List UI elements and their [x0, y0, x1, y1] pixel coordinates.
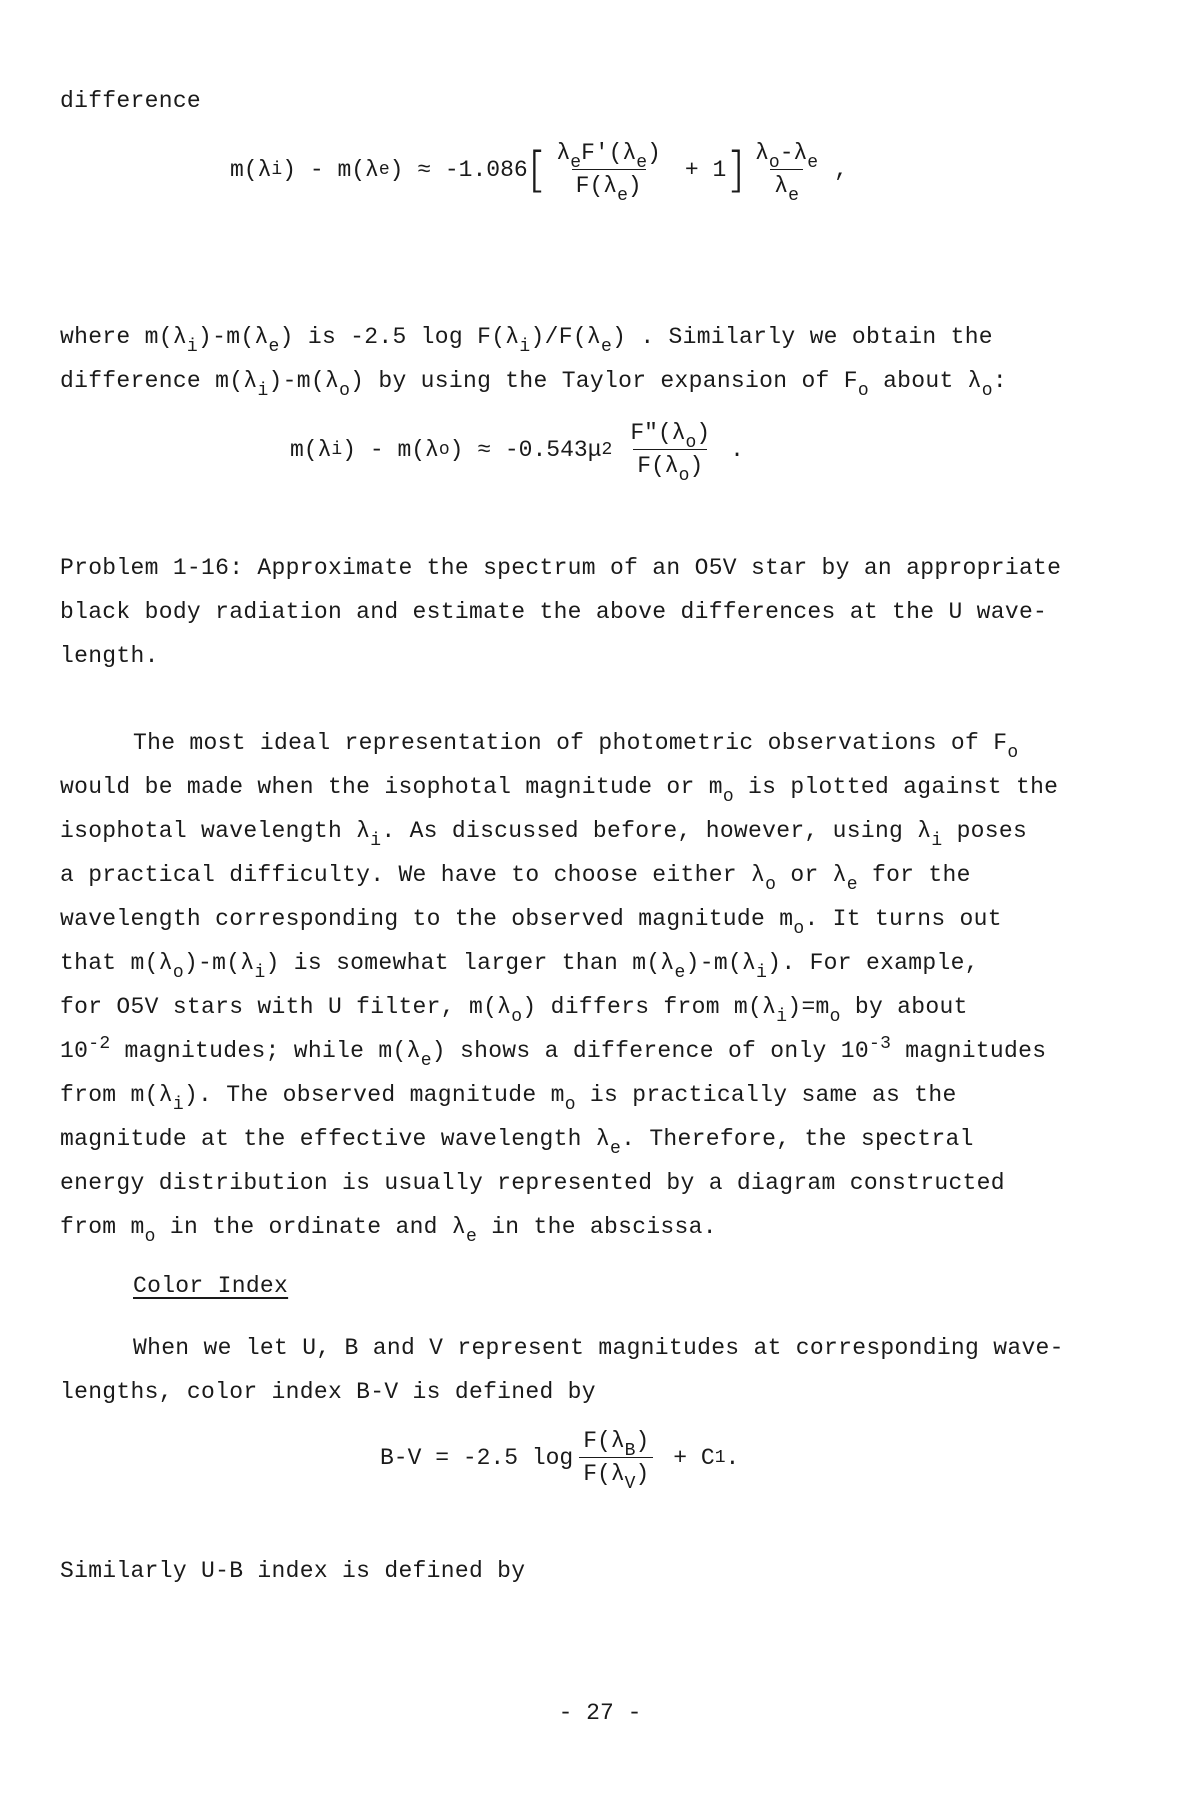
- text-line: from $m_o$ in the ordinate and $\lambda_e$ in the abscissa.: [60, 1214, 717, 1247]
- text-line: from $m(\lambda_i)$. The observed magnitude $m_o$ is practically same as the: [60, 1082, 957, 1115]
- text-line: a practical difficulty. We have to choose either $\lambda_o$ or $\lambda_e$ for the: [60, 862, 971, 895]
- equation-3: B-V = -2.5 log $\frac{F(\lambda_B)}{F(\lambda_V)}$ + C 1 .: [380, 1428, 740, 1494]
- fraction: $\frac{\lambda_o-\lambda_e}{\lambda_e}$: [755, 140, 819, 206]
- text-line: that $m(\lambda_o)-m(\lambda_i)$ is somewhat larger than $m(\lambda_e)-m(\lambda_i)$. For example,: [60, 950, 979, 983]
- text-line: wavelength corresponding to the observed magnitude $m_o$. It turns out: [60, 906, 1002, 939]
- text-line: $10^{-2}$ magnitudes; while $m(\lambda_e)$ shows a difference of only $10^{-3}$ magnitudes: [60, 1034, 1047, 1071]
- text-line: energy distribution is usually represented by a diagram constructed: [60, 1170, 1005, 1196]
- text-line: isophotal wavelength $\lambda_i$. As discussed before, however, using $\lambda_i$ poses: [60, 818, 1028, 851]
- text-line: difference $m(\lambda_i)-m(\lambda_o)$ by using the Taylor expansion of $F_o$ about $\lambda_o$:: [60, 368, 1008, 401]
- text-line: Similarly U-B index is defined by: [60, 1558, 526, 1584]
- equation-2: m(λ i ) - m(λ o ) ≈ -0.543μ 2 $\frac{F"(\lambda_o)}{F(\lambda_o)}$ .: [290, 420, 744, 486]
- fraction: $\frac{\lambda_eF'(\lambda_e)}{F(\lambda_e)}$: [556, 140, 661, 206]
- text-line: where $m(\lambda_i)-m(\lambda_e)$ is -2.5 $\log F(\lambda_i)/F(\lambda_e)$ . Similarly we obtain the: [60, 324, 993, 357]
- text-line: length.: [60, 643, 159, 669]
- text-line: Problem 1-16: Approximate the spectrum of an O5V star by an appropriate: [60, 555, 1062, 581]
- fraction: $\frac{F(\lambda_B)}{F(\lambda_V)}$: [579, 1428, 653, 1487]
- text-line: difference: [60, 88, 202, 114]
- equation-1: m(λ i ) - m(λ e ) ≈ -1.086 [ $\frac{\lambda_eF'(\lambda_e)}{F(\lambda_e)}$ + 1 ] $\frac{\lambda_o-\lambda_e}{\lambda_e}$ ,: [230, 140, 848, 206]
- fraction: $\frac{F"(\lambda_o)}{F(\lambda_o)}$: [630, 420, 711, 486]
- bracket-open: [: [527, 141, 547, 198]
- section-heading: Color Index: [133, 1273, 289, 1299]
- text-line: When we let U, B and V represent magnitudes at corresponding wave-: [133, 1335, 1064, 1361]
- text-line: lengths, color index B-V is defined by: [60, 1379, 596, 1405]
- text-line: would be made when the isophotal magnitude or $m_o$ is plotted against the: [60, 774, 1059, 807]
- bracket-close: ]: [726, 141, 746, 198]
- text-line: black body radiation and estimate the above differences at the U wave-: [60, 599, 1048, 625]
- text-line: magnitude at the effective wavelength $\lambda_e$. Therefore, the spectral: [60, 1126, 974, 1159]
- text-line: for O5V stars with U filter, $m(\lambda_o)$ differs from $m(\lambda_i)=m_o$ by about: [60, 994, 968, 1027]
- text-line: The most ideal representation of photometric observations of $F_o$: [133, 730, 1019, 763]
- page-number: - 27 -: [558, 1700, 642, 1726]
